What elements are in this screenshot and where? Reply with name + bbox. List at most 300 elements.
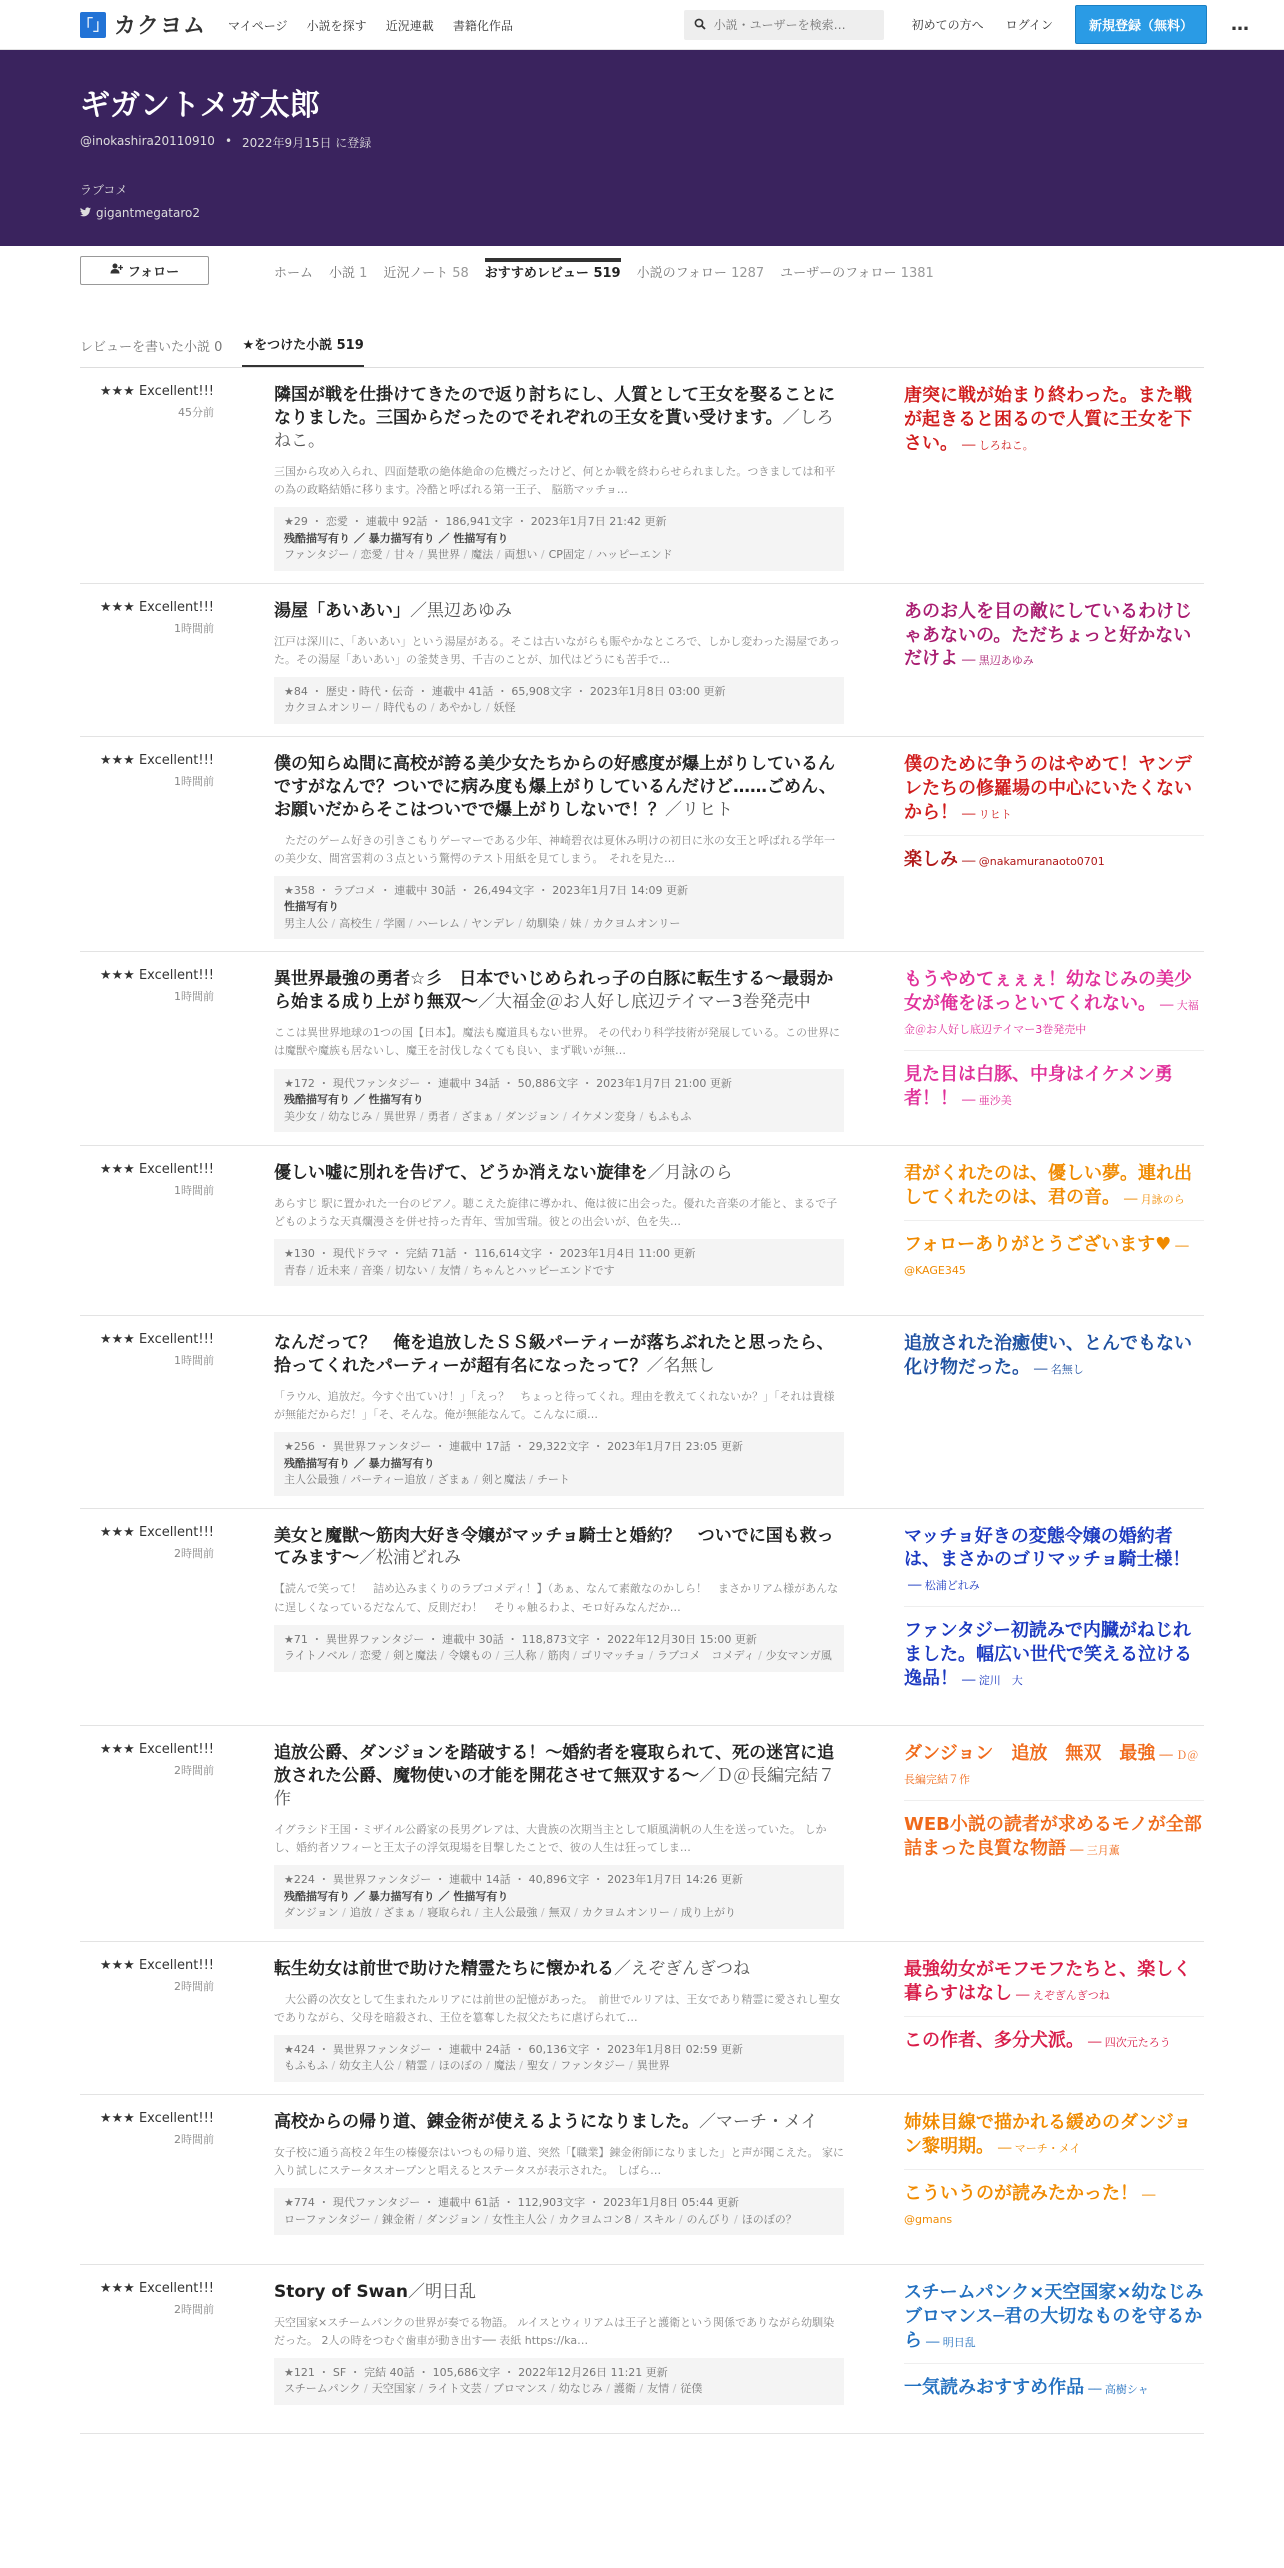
tab-count: 1381: [900, 266, 934, 281]
user-joined: 2022年9月15日 に登録: [242, 136, 372, 150]
work-tag[interactable]: ほのぼの？: [741, 2212, 797, 2226]
tab-reviews[interactable]: [485, 258, 621, 302]
work-title[interactable]: Story of Swan: [274, 2281, 408, 2302]
work-tag[interactable]: カクヨムオンリー: [592, 916, 681, 930]
work-intro: ただのゲーム好きの引きこもりゲーマーである少年、神崎碧衣は夏休み明けの初日に氷の女王と呼ばれる学年一の美少女、間宮雲莉の３点という驚愕のテスト用紙を見てしまう。 それを見た…: [274, 833, 835, 865]
work-author[interactable]: ／大福金＠お人好し底辺テイマー3巻発売中: [478, 992, 811, 1013]
work-info-box: [274, 1865, 844, 1929]
work-tag[interactable]: 幼なじみ /: [559, 2382, 610, 2395]
work-tag[interactable]: 青春 /: [284, 1264, 313, 1277]
catch-author[interactable]: ── Ｄ＠長編完結７作: [904, 1749, 1199, 1787]
twitter-icon: [80, 206, 91, 220]
work-tag[interactable]: カクヨムコン8 /: [558, 2213, 638, 2226]
subtab-label: ★をつけた小説: [242, 338, 333, 353]
review-catchphrases: [904, 753, 1204, 940]
review-item: [80, 1726, 1204, 1942]
more-menu-icon[interactable]: …: [1231, 14, 1250, 35]
catch-text: マッチョ好きの変態令嬢の婚約者は、まさかのゴリマッチョ騎士様！: [904, 1525, 1191, 1571]
work-title[interactable]: 追放公爵、ダンジョンを踏破する！～婚約者を寝取られて、死の迷宮に追放された公爵、魔物使いの才能を開花させて無双する～: [274, 1743, 835, 1787]
work-tags: [284, 1905, 834, 1922]
catch-author[interactable]: ── 淀川 大: [962, 1674, 1023, 1688]
work-tag[interactable]: 幼なじみ /: [328, 1110, 379, 1123]
review-catchphrase[interactable]: [904, 2111, 1204, 2170]
review-catchphrase[interactable]: [904, 384, 1204, 466]
catch-author[interactable]: ── @nakamuranaoto0701: [962, 854, 1105, 868]
work-tag[interactable]: あやかし /: [438, 701, 489, 714]
review-catchphrase[interactable]: [904, 2281, 1204, 2364]
work-info-box: [274, 876, 844, 940]
work-tag[interactable]: カクヨムオンリー /: [284, 701, 379, 714]
work-tags: [284, 1109, 834, 1126]
catch-author[interactable]: ── 明日乱: [926, 2335, 976, 2349]
work-tag[interactable]: 妖怪: [493, 701, 516, 715]
review-item: [80, 1509, 1204, 1727]
work-author[interactable]: ／松浦どれみ: [359, 1548, 461, 1569]
nav-mypage[interactable]: マイページ: [228, 19, 288, 33]
work-tags: [284, 1472, 834, 1489]
work-tag[interactable]: 美少女 /: [284, 1110, 324, 1123]
twitter-handle: gigantmegataro2: [96, 206, 200, 220]
review-rating: ★★★ Excellent!!!: [99, 1331, 214, 1347]
work-tag[interactable]: 護衛 /: [614, 2382, 643, 2395]
review-catchphrases: [904, 1525, 1204, 1714]
catch-text: この作者、多分犬派。: [904, 2029, 1084, 2051]
work-summary: [274, 2281, 844, 2422]
tab-count: 519: [593, 266, 621, 281]
review-catchphrase[interactable]: [904, 753, 1204, 836]
logo-mark: 「」: [80, 12, 106, 38]
work-title-line[interactable]: [274, 2281, 844, 2304]
review-item: [80, 2095, 1204, 2265]
work-author[interactable]: ／えぞぎんぎつね: [614, 1958, 750, 1979]
review-list: [0, 368, 1284, 2434]
work-author[interactable]: ／マーチ・メイ: [699, 2111, 818, 2132]
catch-author[interactable]: ── 名無し: [1034, 1362, 1084, 1376]
tab-label: ホーム: [274, 266, 314, 281]
review-catchphrase[interactable]: [904, 1063, 1204, 1121]
tab-novel-follows[interactable]: [637, 262, 765, 302]
work-intro: 大公爵の次女として生まれたルリアには前世の記憶があった。 前世でルリアは、王女であり精霊に愛されし聖女でありながら、父母を暗殺され、王位を簒奪した叔父たちに虐げられて…: [274, 1992, 841, 2024]
review-rating-col: [80, 1958, 214, 2082]
tab-novels[interactable]: [329, 262, 367, 302]
work-tag[interactable]: 成り上がり: [681, 1906, 737, 1920]
work-tag[interactable]: のんびり /: [687, 2213, 738, 2226]
review-item: [80, 1146, 1204, 1316]
work-title-line[interactable]: [274, 1332, 844, 1378]
work-tag[interactable]: 学園 /: [383, 917, 412, 930]
catch-author[interactable]: ── @gmans: [904, 2188, 1156, 2226]
work-tag[interactable]: ブロマンス /: [493, 2382, 555, 2395]
work-tag[interactable]: 少女マンガ風: [765, 1649, 832, 1663]
review-rating: ★★★ Excellent!!!: [99, 968, 214, 984]
catch-author[interactable]: ── 松浦どれみ: [908, 1579, 980, 1593]
work-summary: [274, 1958, 844, 2082]
review-time: 45分前: [178, 406, 214, 419]
work-title-line[interactable]: [274, 1958, 844, 1981]
catch-text: 姉妹目線で描かれる緩めのダンジョン黎明期。: [904, 2111, 1192, 2157]
work-tag[interactable]: 高校生 /: [339, 917, 379, 930]
review-catchphrase[interactable]: [904, 1619, 1204, 1701]
work-stats: ★256 ・ 異世界ファンタジー ・ 連載中 17話 ・ 29,322文字 ・ 2023年1月7日 23:05 更新: [284, 1440, 743, 1453]
work-tag[interactable]: 魔法 /: [494, 2059, 523, 2072]
work-tag[interactable]: 魔法 /: [471, 548, 500, 561]
nav-books[interactable]: 書籍化作品: [452, 19, 513, 33]
work-info-box: [274, 507, 844, 571]
nav-recent[interactable]: 近況連載: [385, 19, 434, 33]
work-title[interactable]: 優しい嘘に別れを告げて、どうか消えない旋律を: [274, 1163, 648, 1184]
tab-count: 1: [359, 266, 368, 281]
work-stats: ★29 ・ 恋愛 ・ 連載中 92話 ・ 186,941文字 ・ 2023年1月7日 21:42 更新: [284, 515, 667, 529]
work-flags: 残酷描写有り ／ 暴力描写有り: [284, 1456, 435, 1470]
login-link[interactable]: ログイン: [1005, 18, 1053, 32]
tab-label: 近況ノート: [383, 266, 449, 281]
work-tag[interactable]: ヤンデレ /: [471, 917, 522, 930]
catch-text: ファンタジー初読みで内臓がねじれました。幅広い世代で笑える泣ける逸品！: [904, 1620, 1192, 1690]
catch-author[interactable]: ── 三月薫: [1070, 1843, 1120, 1857]
work-author[interactable]: ／Ｄ＠長編完結７作: [274, 1766, 835, 1809]
work-title[interactable]: 隣国が戦を仕掛けてきたので返り討ちにし、人質として王女を娶ることになりました。三国からだったのでそれぞれの王女を貰い受けます。: [274, 385, 835, 428]
work-tag[interactable]: 精霊 /: [405, 2059, 434, 2072]
tab-count: 58: [452, 266, 469, 281]
work-title-line[interactable]: [274, 1162, 844, 1185]
work-author[interactable]: ／名無し: [646, 1355, 715, 1376]
catch-text: WEB小説の読者が求めるモノが全部詰まった良質な物語: [904, 1814, 1202, 1859]
work-tag[interactable]: ダンジョン /: [426, 2213, 488, 2226]
work-title-line[interactable]: [274, 600, 844, 623]
work-tag[interactable]: ゴリマッチョ /: [581, 1649, 653, 1662]
work-tag[interactable]: 聖女 /: [527, 2059, 556, 2072]
review-time: 1時間前: [174, 774, 214, 788]
catch-text: もうやめてぇぇぇ！幼なじみの美少女が俺をほっといてくれない。: [904, 969, 1192, 1015]
review-item: [80, 737, 1204, 953]
work-title[interactable]: 湯屋「あいあい」: [274, 600, 410, 621]
tab-list: [274, 246, 934, 302]
review-catchphrases: [904, 1958, 1204, 2082]
review-catchphrase[interactable]: [904, 600, 1204, 682]
work-tag[interactable]: 友情 /: [439, 1264, 468, 1277]
signup-button[interactable]: 新規登録（無料）: [1075, 5, 1207, 44]
catch-author[interactable]: ── マーチ・メイ: [998, 2141, 1081, 2155]
subtab-count: 519: [336, 338, 364, 353]
work-tag[interactable]: ファンタジー /: [560, 2059, 633, 2072]
first-time-link[interactable]: 初めての方へ: [911, 18, 984, 32]
work-intro: 「ラウル、追放だ。今すぐ出ていけ！」「えっ？ ちょっと待ってくれ。理由を教えてくれないか？」「それは貴様が無能だからだ！」「そ、そんな。俺が無能なんて。こんなに頑…: [274, 1389, 835, 1421]
work-tag[interactable]: もふもふ /: [284, 2059, 335, 2072]
work-tag[interactable]: もふもふ: [647, 1109, 692, 1123]
work-tag[interactable]: ざまぁ /: [438, 1473, 478, 1486]
review-rating: ★★★ Excellent!!!: [99, 752, 214, 768]
subtab-count: 0: [214, 340, 223, 355]
tab-label: 小説のフォロー: [636, 266, 727, 281]
review-subtabs: [80, 334, 1204, 368]
work-summary: [274, 968, 844, 1133]
catch-text: 最強幼女がモフモフたちと、楽しく暮らすはなし: [904, 1958, 1192, 2004]
tab-user-follows[interactable]: [780, 262, 934, 302]
work-title[interactable]: なんだって？ 俺を追放したＳＳ級パーティーが落ちぶれたと思ったら、拾ってくれたパーティーが超有名になったって？: [274, 1332, 834, 1376]
work-info-box: [274, 1432, 844, 1496]
catch-text: 一気読みおすすめ作品: [904, 2376, 1085, 2398]
review-rating-col: [80, 2111, 214, 2252]
review-catchphrase[interactable]: [904, 1525, 1204, 1608]
work-tag[interactable]: パーティー追放 /: [350, 1473, 433, 1486]
review-catchphrase[interactable]: [904, 2376, 1204, 2410]
search-box[interactable]: [684, 10, 884, 40]
catch-text: 追放された治癒使い、とんでもない化け物だった。: [904, 1332, 1192, 1378]
work-tag[interactable]: 友情 /: [647, 2382, 676, 2395]
review-time: 2時間前: [174, 1764, 214, 1778]
work-tag[interactable]: 切ない /: [395, 1264, 435, 1277]
global-header: [0, 0, 1284, 50]
work-stats: ★71 ・ 異世界ファンタジー ・ 連載中 30話 ・ 118,873文字 ・ 2022年12月30日 15:00 更新: [284, 1632, 757, 1646]
work-tag[interactable]: 両想い /: [504, 548, 544, 561]
follow-label: フォロー: [127, 265, 180, 280]
review-time: 1時間前: [174, 990, 214, 1004]
work-intro: イグラシド王国・ミザイル公爵家の長男グレアは、大貴族の次期当主として順風満帆の人生を送っていた。 しかし、婚約者ソフィーと王太子の浮気現場を目撃したことで、彼の人生は狂ってしま…: [274, 1822, 827, 1855]
catch-text: こういうのが読みたかった！: [904, 2182, 1138, 2204]
work-tag[interactable]: ダンジョン /: [505, 1110, 567, 1123]
catch-text: ダンジョン 追放 無双 最強: [904, 1743, 1156, 1765]
review-catchphrases: [904, 1332, 1204, 1496]
work-stats: ★774 ・ 現代ファンタジー ・ 連載中 61話 ・ 112,903文字 ・ 2023年1月8日 05:44 更新: [284, 2196, 739, 2210]
twitter-link[interactable]: [80, 206, 1204, 220]
work-tag[interactable]: 無双 /: [549, 1906, 578, 1919]
work-stats: ★121 ・ SF ・ 完結 40話 ・ 105,686文字 ・ 2022年12月26日 11:21 更新: [284, 2365, 668, 2379]
catch-text: 見た目は白豚、中身はイケメン勇者！！: [904, 1064, 1173, 1110]
work-title[interactable]: 異世界最強の勇者☆彡 日本でいじめられっ子の白豚に転生する〜最弱から始まる成り上がり無双〜: [274, 969, 834, 1013]
review-rating-col: [80, 1742, 214, 1929]
work-tag[interactable]: 三人称 /: [503, 1649, 543, 1662]
work-tags: [284, 1648, 834, 1665]
user-handle: @inokashira20110910: [80, 134, 215, 148]
work-title[interactable]: 高校からの帰り道、錬金術が使えるようになりました。: [274, 2111, 699, 2132]
work-tag[interactable]: ハッピーエンド: [596, 548, 673, 562]
work-stats: ★358 ・ ラブコメ ・ 連載中 30話 ・ 26,494文字 ・ 2023年1月7日 14:09 更新: [284, 883, 688, 897]
work-tag[interactable]: CP固定 /: [549, 548, 593, 561]
work-stats: ★84 ・ 歴史・時代・伝奇 ・ 連載中 41話 ・ 65,908文字 ・ 2023年1月8日 03:00 更新: [284, 684, 726, 698]
review-item: [80, 584, 1204, 737]
work-tag[interactable]: 恋愛 /: [360, 1649, 389, 1662]
work-tag[interactable]: 女性主人公 /: [492, 2213, 554, 2226]
work-tag[interactable]: 主人公最強 /: [284, 1473, 346, 1486]
work-info-box: [274, 1625, 844, 1672]
follow-button[interactable]: [80, 256, 209, 285]
work-tag[interactable]: 近未来 /: [317, 1264, 357, 1277]
work-title-line[interactable]: [274, 384, 844, 453]
work-intro: あらすじ 駅に置かれた一台のピアノ。聴こえた旋律に導かれ、俺は彼に出会った。優れた音楽の才能と、まるで子どものような天真爛漫さを併せ持った青年、雪加雪瑞。彼との出会いが、色を失…: [274, 1197, 838, 1229]
work-tag[interactable]: ファンタジー /: [284, 548, 357, 561]
work-tag[interactable]: 主人公最強 /: [482, 1906, 544, 1919]
tab-label: 小説: [329, 266, 356, 281]
work-tag[interactable]: 幼馴染 /: [526, 917, 566, 930]
work-summary: [274, 1525, 844, 1714]
work-title-line[interactable]: [274, 968, 844, 1014]
user-meta: [80, 134, 1204, 151]
work-tag[interactable]: イケメン変身 /: [571, 1110, 644, 1123]
work-info-box: [274, 2358, 844, 2405]
review-catchphrase[interactable]: [904, 1958, 1204, 2017]
review-time: 1時間前: [174, 1353, 214, 1367]
work-flags: 残酷描写有り ／ 性描写有り: [284, 1093, 424, 1107]
work-tag[interactable]: 錬金術 /: [382, 2213, 422, 2226]
work-tag[interactable]: ほのぼの /: [439, 2059, 490, 2072]
review-item: [80, 2265, 1204, 2435]
work-author[interactable]: ／黒辺あゆみ: [410, 600, 512, 621]
review-catchphrase[interactable]: [904, 1233, 1204, 1291]
work-summary: [274, 2111, 844, 2252]
work-tag[interactable]: ラブコメ コメディ /: [657, 1649, 762, 1662]
work-summary: [274, 600, 844, 724]
meta-separator: •: [224, 134, 233, 148]
work-info-box: [274, 1069, 844, 1133]
catch-text: フォローありがとうございます♥: [904, 1233, 1172, 1255]
work-flags: 残酷描写有り ／ 暴力描写有り ／ 性描写有り: [284, 531, 509, 545]
work-tag[interactable]: 勇者 /: [428, 1110, 457, 1123]
subtab-label: レビューを書いた小説: [80, 340, 211, 355]
work-tag[interactable]: スキル /: [642, 2213, 682, 2226]
search-icon: [694, 15, 706, 34]
catch-author[interactable]: ── 月詠のら: [1124, 1193, 1185, 1207]
review-time: 2時間前: [174, 1979, 214, 1993]
work-tag[interactable]: 令嬢もの /: [448, 1649, 499, 1662]
work-title[interactable]: 転生幼女は前世で助けた精霊たちに懐かれる: [274, 1958, 614, 1979]
subtab-reviewed[interactable]: [80, 336, 222, 367]
work-tag[interactable]: 異世界 /: [383, 1110, 423, 1123]
catch-author[interactable]: ── リヒト: [962, 807, 1012, 821]
catch-text: 唐突に戦が始まり終わった。また戦が起きると困るので人質に王女を下さい。: [904, 385, 1192, 454]
review-time: 1時間前: [174, 621, 214, 635]
catch-text: あのお人を目の敵にしているわけじゃあないの。ただちょっと好かないだけよ: [904, 600, 1192, 670]
review-catchphrase[interactable]: [904, 848, 1204, 882]
work-info-box: [274, 1239, 844, 1286]
work-tag[interactable]: 時代もの /: [383, 701, 434, 714]
work-title[interactable]: 僕の知らぬ間に高校が誇る美少女たちからの好感度が爆上がりしているんですがなんで？ついでに病み度も爆上がりしているんだけど……ごめん、お願いだからそこはついでで爆上がりしないで！？: [274, 753, 837, 820]
work-summary: [274, 1742, 844, 1929]
catch-author[interactable]: ── 亜沙美: [962, 1094, 1012, 1108]
work-tags: [284, 1263, 834, 1280]
work-author[interactable]: ／リヒト: [665, 799, 733, 820]
catch-author[interactable]: ── しろねこ。: [962, 438, 1034, 452]
work-tag[interactable]: 男主人公 /: [284, 917, 335, 930]
work-author[interactable]: ／しろねこ。: [274, 407, 834, 451]
work-title-line[interactable]: [274, 1525, 844, 1571]
work-tag[interactable]: カクヨムオンリー /: [582, 1906, 677, 1919]
work-tag[interactable]: スチームパンク /: [284, 2382, 368, 2395]
work-flags: 残酷描写有り ／ 暴力描写有り ／ 性描写有り: [284, 1889, 509, 1903]
review-catchphrase[interactable]: [904, 1162, 1204, 1221]
work-tag[interactable]: ざまぁ /: [461, 1110, 501, 1123]
review-catchphrase[interactable]: [904, 968, 1204, 1051]
review-rating: ★★★ Excellent!!!: [99, 1524, 214, 1540]
work-tag[interactable]: ざまぁ /: [383, 1906, 423, 1919]
work-author[interactable]: ／明日乱: [407, 2281, 476, 2302]
tab-home[interactable]: [274, 262, 313, 302]
work-tag[interactable]: 天空国家 /: [372, 2382, 423, 2395]
work-title-line[interactable]: [274, 753, 844, 822]
work-tag[interactable]: 妹 /: [570, 917, 588, 930]
catch-author[interactable]: ── 黒辺あゆみ: [962, 654, 1034, 668]
work-author[interactable]: ／月詠のら: [647, 1163, 733, 1184]
review-rating: ★★★ Excellent!!!: [99, 599, 214, 615]
work-stats: ★172 ・ 現代ファンタジー ・ 連載中 34話 ・ 50,886文字 ・ 2023年1月7日 21:00 更新: [284, 1076, 732, 1090]
work-tag[interactable]: 寝取られ /: [427, 1906, 478, 1919]
work-tag[interactable]: 剣と魔法 /: [482, 1473, 533, 1486]
work-tag[interactable]: ダンジョン /: [284, 1906, 346, 1919]
catch-author[interactable]: ── えぞぎんぎつね: [1016, 1988, 1110, 2002]
work-tag[interactable]: 筋肉 /: [548, 1649, 577, 1662]
work-tags: [284, 2058, 834, 2075]
catch-author[interactable]: ── 大福金＠お人好し底辺テイマー3巻発売中: [904, 999, 1199, 1037]
work-intro: 三国から攻め入られ、四面楚歌の絶体絶命の危機だったけど、何とか戦を終わらせられました。つきましては和平の為の政略結婚に移ります。冷酷と呼ばれる第一王子、 脳筋マッチョ…: [274, 464, 836, 496]
work-tags: [284, 2381, 834, 2398]
work-tag[interactable]: 従僕: [680, 2382, 703, 2396]
work-info-box: [274, 2188, 844, 2235]
review-item: [80, 1316, 1204, 1509]
review-catchphrase[interactable]: [904, 1813, 1204, 1871]
global-nav: [228, 15, 527, 34]
user-name: ギガントメガ太郎: [80, 88, 320, 123]
catch-author[interactable]: ── 四次元たろう: [1088, 2035, 1171, 2049]
review-catchphrase[interactable]: [904, 2182, 1204, 2240]
catch-author[interactable]: ── @KAGE345: [904, 1239, 1189, 1277]
work-tag[interactable]: ハーレム /: [417, 917, 468, 930]
work-tag[interactable]: ローファンタジー /: [284, 2213, 378, 2226]
review-catchphrase[interactable]: [904, 1742, 1204, 1801]
review-catchphrases: [904, 384, 1204, 571]
subtab-starred[interactable]: [242, 334, 363, 367]
review-time: 1時間前: [174, 1184, 214, 1198]
work-tags: [284, 916, 834, 933]
review-catchphrase[interactable]: [904, 1332, 1204, 1390]
work-tag[interactable]: ライトノベル /: [284, 1649, 356, 1662]
review-catchphrases: [904, 2281, 1204, 2422]
work-tag[interactable]: 異世界: [636, 2059, 670, 2073]
search-input[interactable]: [714, 18, 864, 32]
work-title-line[interactable]: [274, 1742, 844, 1811]
work-intro: 天空国家×スチームパンクの世界が奏でる物語。 ルイスとウィリアムは王子と護衛という関係でありながら幼馴染だった。 2人の時をつむぐ歯車が動き出す── 表紙 https://ka…: [274, 2315, 835, 2347]
review-time: 2時間前: [174, 2302, 214, 2316]
work-title-line[interactable]: [274, 2111, 844, 2134]
work-tag[interactable]: 異世界 /: [427, 548, 467, 561]
work-tag[interactable]: 恋愛 /: [361, 548, 390, 561]
work-summary: [274, 753, 844, 940]
work-tag[interactable]: ライト文芸 /: [427, 2382, 489, 2395]
review-rating-col: [80, 1332, 214, 1496]
tab-label: おすすめレビュー: [484, 266, 589, 281]
work-tag[interactable]: 追放 /: [350, 1906, 379, 1919]
work-tag[interactable]: 剣と魔法 /: [393, 1649, 444, 1662]
nav-search-novels[interactable]: 小説を探す: [306, 19, 367, 33]
work-tag[interactable]: 甘々 /: [394, 548, 423, 561]
work-tag[interactable]: 幼女主人公 /: [339, 2059, 401, 2072]
site-logo[interactable]: [80, 9, 206, 40]
work-title[interactable]: 美女と魔獣〜筋肉大好き令嬢がマッチョ騎士と婚約？ ついでに国も救ってみます〜: [274, 1525, 834, 1569]
review-catchphrases: [904, 1162, 1204, 1303]
review-rating-col: [80, 384, 214, 571]
work-tag[interactable]: 音楽 /: [361, 1264, 390, 1277]
review-item: [80, 1942, 1204, 2095]
catch-author[interactable]: ── 高樹シャ: [1088, 2382, 1149, 2396]
review-rating-col: [80, 1525, 214, 1714]
tab-notes[interactable]: [383, 262, 468, 302]
work-tag[interactable]: チート: [536, 1473, 570, 1486]
work-flags: 性描写有り: [284, 900, 339, 914]
review-item: [80, 368, 1204, 584]
work-intro: 【読んで笑って！ 詰め込みまくりのラブコメディ！】（あぁ、なんて素敵なのかしら！ まさかリアム様があんなに逞しくなっているだなんて、反則だわ！ そりゃ触るわよ、モロ好みなんだか…: [274, 1582, 839, 1614]
review-catchphrase[interactable]: [904, 2029, 1204, 2063]
review-rating-col: [80, 753, 214, 940]
review-rating: ★★★ Excellent!!!: [99, 384, 214, 399]
work-tag[interactable]: ちゃんとハッピーエンドです: [472, 1263, 615, 1277]
